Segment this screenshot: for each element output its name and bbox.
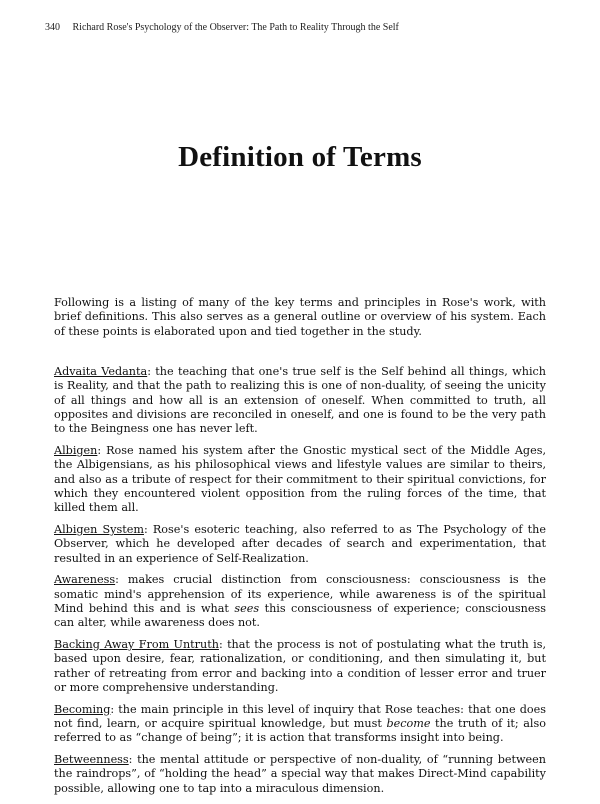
definition-emphasis: sees [234, 601, 260, 615]
running-header [45, 22, 399, 33]
definition-text: : that the process is not of postulating what the truth is, based upon desire, fear, rationalization, or conditioning, and then simulating it, but rather of retreating from error and backing into a condition of lesser error and truer or more comprehensive understanding. [54, 638, 546, 694]
definition-text: : Rose named his system after the Gnostic mystical sect of the Middle Ages, the Albigensians, as his philosophical views and lifestyle values are similar to theirs, and also as a tribute of respect for their commitment to their spiritual convictions, for which they encountered violent opposition from the ruling forces of the time, that killed them all. [54, 443, 546, 515]
definition-emphasis: become [386, 717, 431, 731]
definition-albigen [54, 444, 546, 515]
definition-text: : the mental attitude or perspective of non-duality, of “running between the raindrops”, of “holding the head” a special way that makes Direct-Mind capability possible, allowing one to tap into a miraculous dimension. [54, 753, 546, 795]
term-advaita-vedanta: Advaita Vedanta [54, 365, 148, 378]
term-backing-away-from-untruth: Backing Away From Untruth [54, 638, 219, 652]
definition-text: : makes crucial distinction from consciousness: consciousness is the somatic mind's apprehension of its experience, while awareness is of the spiritual Mind behind this and is what [54, 573, 546, 615]
definition-albigen-system [54, 523, 546, 566]
definition-backing-away-from-untruth [54, 638, 546, 695]
definition-text: the truth of it; also referred to as “change of being”; it is action that transforms insight into being. [54, 717, 546, 745]
term-becoming: Becoming [54, 702, 111, 716]
running-title: Richard Rose's Psychology of the Observer: The Path to Reality Through the Self [72, 22, 399, 33]
definition-text: : the teaching that one's true self is the Self behind all things, which is Reality, and that the path to realizing this is one of non-duality, of seeing the unicity of all things and how all is an extension of oneself. When committed to truth, all opposites and divisions are reconciled in oneself, and one is found to be the very path to the Beingness one has never left. [54, 365, 546, 436]
page-number: 340 [45, 22, 60, 33]
definition-text: this consciousness of experience; consciousness can alter, while awareness does not. [54, 601, 546, 630]
term-betweenness: Betweenness [54, 753, 129, 767]
term-albigen-system: Albigen System [54, 522, 144, 536]
intro-paragraph: Following is a listing of many of the key terms and principles in Rose's work, with brief definitions. This also serves as a general outline or overview of his system. Each of these points is elaborated upon and tied together in the study. [54, 296, 546, 338]
page-title: Definition of Terms [178, 141, 422, 173]
definitions-list [54, 365, 546, 804]
definition-text: : Rose's esoteric teaching, also referred to as The Psychology of the Observer, which he developed after decades of search and experimentation, that resulted in an experience of Self-Realization. [54, 522, 546, 565]
term-albigen: Albigen [54, 443, 98, 457]
definition-awareness [54, 573, 546, 630]
term-awareness: Awareness [54, 573, 116, 587]
definition-becoming [54, 703, 546, 746]
definition-text: : the main principle in this level of inquiry that Rose teaches: that one does not find, learn, or acquire spiritual knowledge, but must [54, 702, 546, 731]
definition-betweenness [54, 753, 546, 796]
definition-advaita-vedanta [54, 365, 546, 436]
